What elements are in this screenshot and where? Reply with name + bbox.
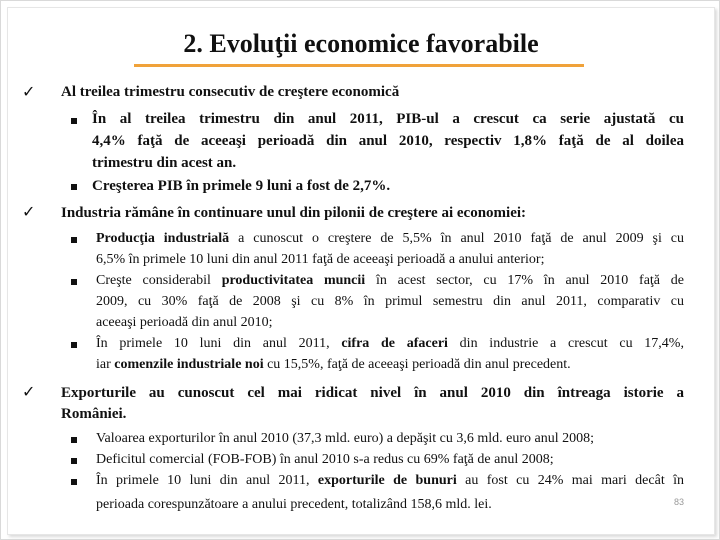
section2-bullet2-line3: aceeaşi perioadă din anul 2010; <box>96 315 273 330</box>
section2-bullet3-line1 <box>96 334 684 355</box>
section2-bullet3-line2 <box>96 355 571 376</box>
section2-bullet1-line1 <box>96 229 684 250</box>
square-bullet-icon <box>71 279 77 285</box>
section3-bullet3-line2: perioada corespunzătoare a anului precedent, totalizând 158,6 mld. lei. <box>96 497 492 512</box>
title-underline <box>134 64 584 67</box>
section2-heading: Industria rămâne în continuare unul din pilonii de creştere ai economiei: <box>61 205 527 221</box>
square-bullet-icon <box>71 342 77 348</box>
turnover-term: cifra de afaceri <box>341 336 448 351</box>
section1-bullet1-line2: 4,4% faţă de aceeaşi perioadă din anul 2010, respectiv 1,8% faţă de al doilea <box>92 133 684 149</box>
slide-title: 2. Evoluţii economice favorabile <box>183 29 539 58</box>
page-number: 83 <box>673 497 684 507</box>
section3-bullet3-text-a: În primele 10 luni din anul 2011, <box>96 473 318 488</box>
section3-bullet3-line1 <box>96 471 684 492</box>
section1-bullet2: Creşterea PIB în primele 9 luni a fost de 2,7%. <box>92 178 391 194</box>
section2-bullet3-text-e: cu 15,5%, faţă de aceeaşi perioadă din anul precedent. <box>263 357 571 372</box>
checkmark-icon: ✓ <box>22 82 36 101</box>
section2-bullet2-line1 <box>96 271 684 292</box>
section2-bullet1-line2: 6,5% în primele 10 luni din anul 2011 faţă de aceeaşi perioadă a anului anterior; <box>96 252 545 267</box>
goods-exports-term: exporturile de bunuri <box>317 473 457 488</box>
square-bullet-icon <box>71 118 77 124</box>
section1-heading: Al treilea trimestru consecutiv de creştere economică <box>61 84 400 100</box>
section2-bullet2-text-a: Creşte considerabil <box>96 273 222 288</box>
section3-heading-line1: Exporturile au cunoscut cel mai ridicat nivel în anul 2010 din întreaga istorie a <box>61 385 684 401</box>
square-bullet-icon <box>71 184 77 190</box>
section3-bullet2: Deficitul comercial (FOB-FOB) în anul 2010 s-a redus cu 69% faţă de anul 2008; <box>96 452 554 467</box>
square-bullet-icon <box>71 479 77 485</box>
section2-bullet2-text-c: în acest sector, cu 17% în anul 2010 faţă de <box>365 273 684 288</box>
checkmark-icon: ✓ <box>22 202 36 221</box>
section2-bullet1-text: a cunoscut o creştere de 5,5% în anul 2010 faţă de anul 2009 şi cu <box>229 231 685 246</box>
section1-bullet1-line1: În al treilea trimestru din anul 2011, PIB-ul a crescut ca serie ajustată cu <box>92 111 684 127</box>
square-bullet-icon <box>71 437 77 443</box>
checkmark-icon: ✓ <box>22 382 36 401</box>
square-bullet-icon <box>71 237 77 243</box>
square-bullet-icon <box>71 458 77 464</box>
new-orders-term: comenzile industriale noi <box>114 357 264 372</box>
section2-bullet3-text-c: din industrie a crescut cu 17,4%, <box>447 336 684 351</box>
section3-heading-line2: României. <box>61 406 127 422</box>
section3-bullet1: Valoarea exporturilor în anul 2010 (37,3 mld. euro) a depăşit cu 3,6 mld. euro anul 2008; <box>96 431 595 446</box>
section2-bullet3-text-a: În primele 10 luni din anul 2011, <box>96 336 342 351</box>
section1-bullet1-line3: trimestru din acest an. <box>92 155 237 171</box>
section2-bullet2-line2: 2009, cu 30% faţă de 2008 şi cu 8% în primul semestru din anul 2011, comparativ cu <box>96 294 684 309</box>
section2-bullet3-text-d: iar <box>96 357 115 372</box>
labor-productivity-term: productivitatea muncii <box>221 273 366 288</box>
industrial-production-term: Producţia industrială <box>96 231 230 246</box>
section3-bullet3-text-c: au fost cu 24% mai mari decât în <box>456 473 684 488</box>
